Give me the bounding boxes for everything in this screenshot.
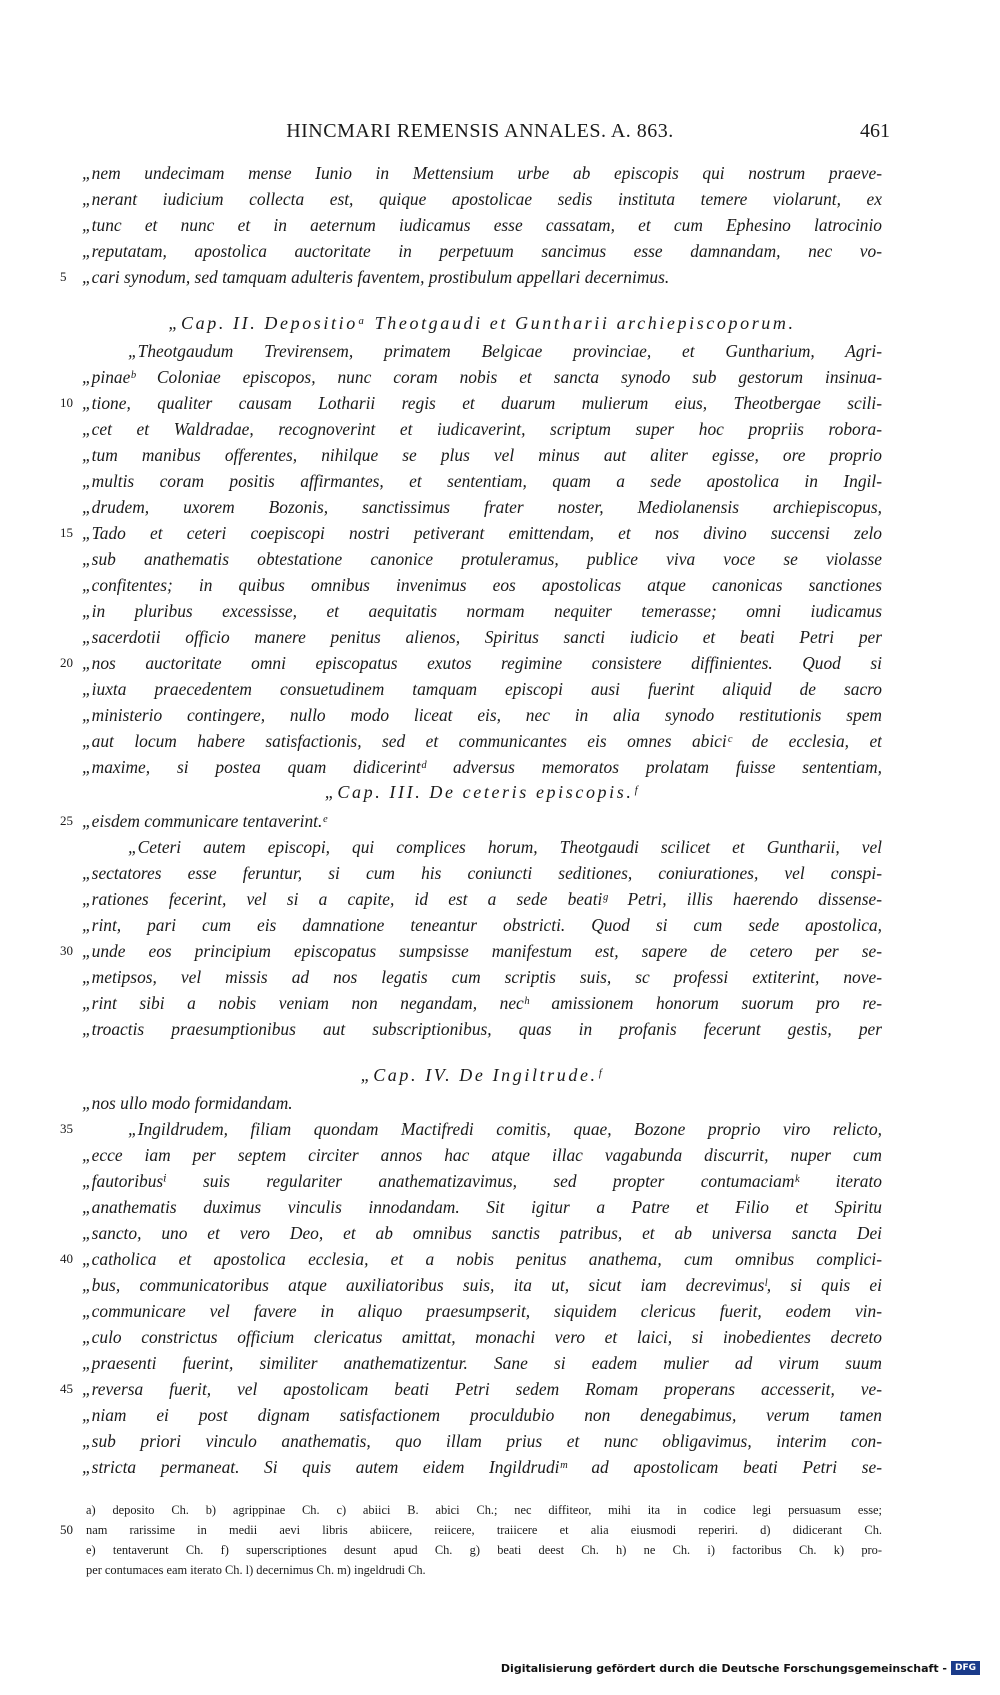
- text-line: „sancto, uno et vero Deo, et ab omnibus sanctis patribus, et ab universa sancta Dei: [82, 1223, 882, 1243]
- text-line: „bus, communicatoribus atque auxiliatoribus suis, ita ut, sicut iam decrevimusˡ, si quis ei: [82, 1275, 882, 1295]
- text-line: „multis coram positis affirmantes, et sententiam, quam a sede apostolica in Ingil-: [82, 471, 882, 491]
- text-line: „unde eos principium episcopatus sumpsisse manifestum est, sapere de cetero per se-: [82, 941, 882, 961]
- text-line: „Ingildrudem, filiam quondam Mactifredi comitis, quae, Bozone proprio viro relicto,: [128, 1119, 882, 1139]
- line-number: 15: [60, 525, 73, 540]
- text-line: „metipsos, vel missis ad nos legatis cum scriptis suis, sc professi extiterint, nove-: [82, 967, 882, 987]
- text-line: „culo constrictus officium clericatus amittat, monachi vero et laici, si inobedientes decreto: [82, 1327, 882, 1347]
- text-line: „cari synodum, sed tamquam adulteris faventem, prostibulum appellari decernimus.: [82, 267, 670, 287]
- line-number: 10: [60, 395, 73, 410]
- text-line: „sectatores esse feruntur, si cum his coniuncti seditiones, coniurationes, vel conspi-: [82, 863, 882, 883]
- text-line: „rationes fecerint, vel si a capite, id est a sede beatiᵍ Petri, illis haerendo dissense-: [82, 889, 882, 909]
- chapter-heading-2: „Cap. II. Depositioᵃ Theotgaudi et Guntharii archiepiscoporum.: [168, 313, 796, 333]
- text-line: „confitentes; in quibus omnibus invenimus eos apostolicas atque canonicas sanctiones: [82, 575, 882, 595]
- text-line: „communicare vel favere in aliquo praesumpserit, siquidem clericus fuerit, eodem vin-: [82, 1301, 882, 1321]
- text-line: „nerant iudicium collecta est, quique apostolicae sedis instituta temere violarunt, ex: [82, 189, 882, 209]
- line-number: 30: [60, 943, 73, 958]
- line-number: 50: [60, 1522, 73, 1537]
- text-line: „iuxta praecedentem consuetudinem tamquam episcopi ausi fuerint aliquid de sacro: [82, 679, 882, 699]
- text-line: „drudem, uxorem Bozonis, sanctissimus frater noster, Mediolanensis archiepiscopus,: [82, 497, 882, 517]
- digitization-footer: [501, 1659, 980, 1677]
- chapter-heading-4: „Cap. IV. De Ingiltrude.ᶠ: [360, 1065, 604, 1085]
- footnote-line: a) deposito Ch. b) agrippinae Ch. c) abiici B. abici Ch.; nec diffiteor, mihi ita in codice legi persuasum esse;: [86, 1503, 882, 1517]
- text-line: „tione, qualiter causam Lotharii regis et duarum mulierum eius, Theotbergae scili-: [82, 393, 882, 413]
- text-line: „praesenti fuerint, similiter anathematizentur. Sane si eadem mulier ad virum suum: [82, 1353, 882, 1373]
- text-line: „Tado et ceteri coepiscopi nostri petiverant emittendam, et nos divino succensi zelo: [82, 523, 882, 543]
- line-number: 45: [60, 1381, 73, 1396]
- text-line: „reputatam, apostolica auctoritate in perpetuum sancimus esse damnandam, nec vo-: [82, 241, 882, 261]
- text-line: „rint sibi a nobis veniam non negandam, necʰ amissionem honorum suorum pro re-: [82, 993, 882, 1013]
- page-number: 461: [860, 120, 890, 142]
- text-line: „nem undecimam mense Iunio in Mettensium urbe ab episcopis qui nostrum praeve-: [82, 163, 882, 183]
- footnote-line: per contumaces eam iterato Ch. l) decernimus Ch. m) ingeldrudi Ch.: [86, 1563, 426, 1577]
- chapter-heading-3: „Cap. III. De ceteris episcopis.ᶠ: [324, 782, 640, 802]
- text-line: „Ceteri autem episcopi, qui complices horum, Theotgaudi scilicet et Guntharii, vel: [128, 837, 882, 857]
- text-line: „ecce iam per septem circiter annos hac atque illac vagabunda discurrit, nuper cum: [82, 1145, 882, 1165]
- text-line: „troactis praesumptionibus aut subscriptionibus, quas in profanis fecerunt gestis, per: [82, 1019, 882, 1039]
- text-line: „sub priori vinculo anathematis, quo illam prius et nunc obligavimus, interim con-: [82, 1431, 882, 1451]
- line-number: 40: [60, 1251, 73, 1266]
- text-line: „in pluribus excessisse, et aequitatis normam nequiter temerasse; omni iudicamus: [82, 601, 882, 621]
- text-line: „tum manibus offerentes, nihilque se plus vel minus aut aliter egisse, ore proprio: [82, 445, 882, 465]
- line-number: 20: [60, 655, 73, 670]
- footnote-line: nam rarissime in medii aevi libris abiicere, reiicere, traiicere et alia eiusmodi reperiri. d) didicerant Ch.: [86, 1523, 882, 1537]
- text-line: „ministerio contingere, nullo modo liceat eis, nec in alia synodo restitutionis spem: [82, 705, 882, 725]
- text-line: „Theotgaudum Trevirensem, primatem Belgicae provinciae, et Guntharium, Agri-: [128, 341, 882, 361]
- footer-text: Digitalisierung gefördert durch die Deutsche Forschungsgemeinschaft -: [500, 1661, 947, 1675]
- text-line: „anathematis duximus vinculis innodandam. Sit igitur a Patre et Filio et Spiritu: [82, 1197, 882, 1217]
- line-number: 25: [60, 813, 73, 828]
- text-line: „pinaeᵇ Coloniae episcopos, nunc coram nobis et sancta synodo sub gestorum insinua-: [82, 367, 882, 387]
- text-line: „sub anathematis obtestatione canonice protuleramus, publice viva voce se violasse: [82, 549, 882, 569]
- text-line: „niam ei post dignam satisfactionem proculdubio non denegabimus, verum tamen: [82, 1405, 882, 1425]
- text-line: „cet et Waldradae, recognoverint et iudicaverint, scriptum super hoc propriis robora-: [82, 419, 882, 439]
- dfg-logo: DFG: [951, 1661, 980, 1675]
- text-line: „fautoribusⁱ suis regulariter anathematizavimus, sed propter contumaciamᵏ iterato: [82, 1171, 882, 1191]
- text-line: „nos ullo modo formidandam.: [82, 1093, 293, 1113]
- running-header: [70, 120, 890, 150]
- text-line: „eisdem communicare tentaverint.ᵉ: [82, 811, 327, 831]
- footnote-line: e) tentaverunt Ch. f) superscriptiones desunt apud Ch. g) beati deest Ch. h) ne Ch. i) factoribus Ch. k) pro-: [86, 1543, 882, 1557]
- text-line: „sacerdotii officio manere penitus alienos, Spiritus sancti iudicio et beati Petri per: [82, 627, 882, 647]
- running-title: HINCMARI REMENSIS ANNALES. A. 863.: [286, 120, 674, 142]
- text-line: „stricta permaneat. Si quis autem eidem Ingildrudiᵐ ad apostolicam beati Petri se-: [82, 1457, 882, 1477]
- line-number: 5: [60, 269, 67, 284]
- text-line: „rint, pari cum eis damnatione teneantur obstricti. Quod si cum sede apostolica,: [82, 915, 882, 935]
- text-line: „maxime, si postea quam didicerintᵈ adversus memoratos prolatam fuisse sententiam,: [82, 757, 882, 777]
- text-line: „catholica et apostolica ecclesia, et a nobis penitus anathema, cum omnibus complici-: [82, 1249, 882, 1269]
- text-line: „tunc et nunc et in aeternum iudicamus esse cassatam, et cum Ephesino latrocinio: [82, 215, 882, 235]
- text-line: „reversa fuerit, vel apostolicam beati Petri sedem Romam properans accesserit, ve-: [82, 1379, 882, 1399]
- text-line: „nos auctoritate omni episcopatus exutos regimine consistere diffinientes. Quod si: [82, 653, 882, 673]
- text-line: „aut locum habere satisfactionis, sed et communicantes eis omnes abiciᶜ de ecclesia, et: [82, 731, 882, 751]
- line-number: 35: [60, 1121, 73, 1136]
